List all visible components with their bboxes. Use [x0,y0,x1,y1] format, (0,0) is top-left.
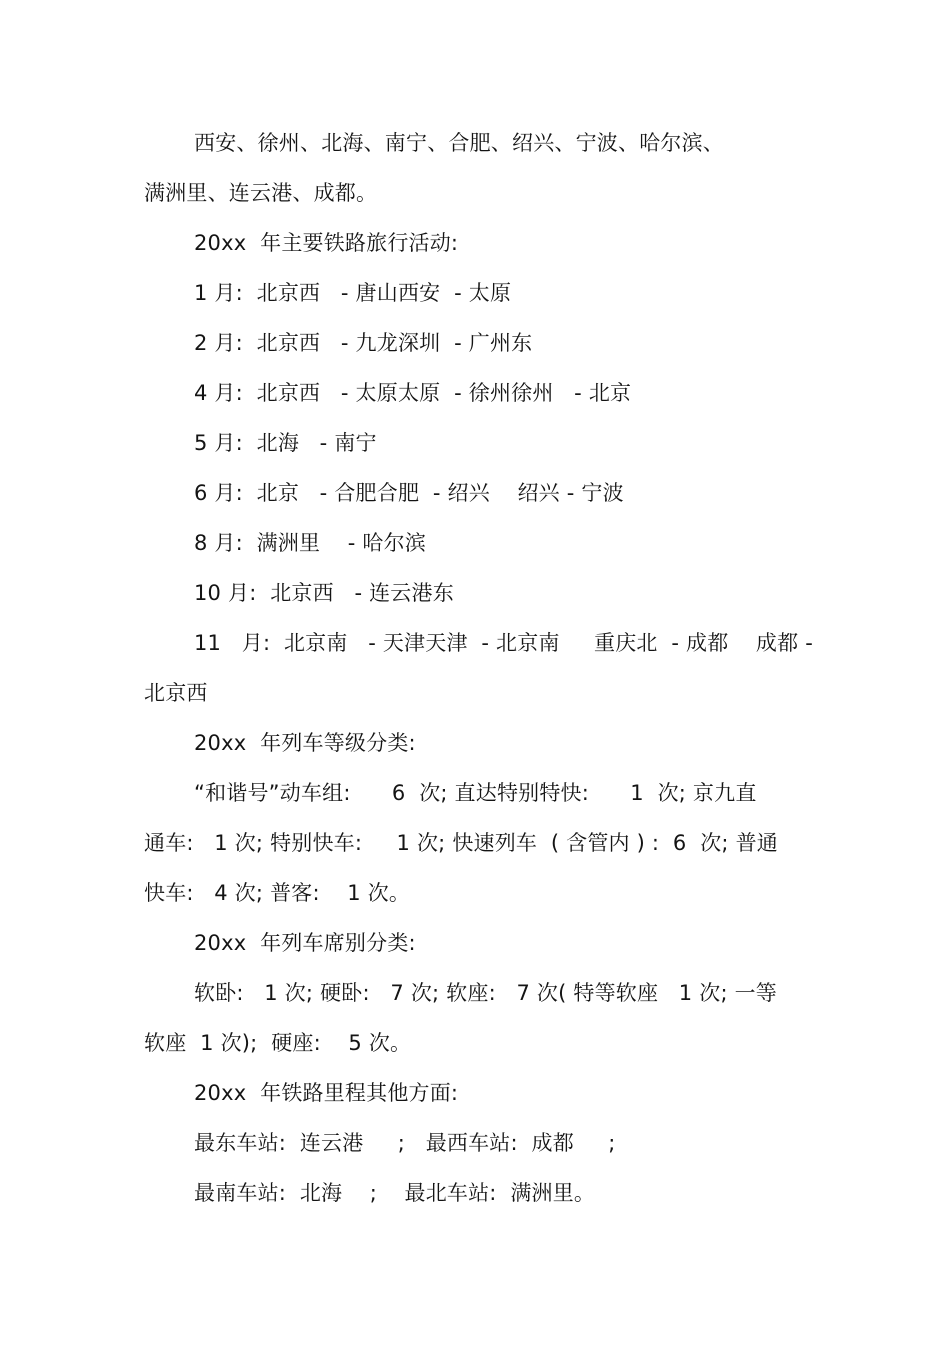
text-line: 8 月: 满洲里 - 哈尔滨 [194,531,427,555]
text-line: 2 月: 北京西 - 九龙深圳 - 广州东 [194,331,533,355]
text-line: 20xx 年列车席别分类: [194,931,416,955]
text-line: 11 月: 北京南 - 天津天津 - 北京南 重庆北 - 成都 成都 - [194,631,813,655]
text-line: 1 月: 北京西 - 唐山西安 - 太原 [194,281,512,305]
text-line: 5 月: 北海 - 南宁 [194,431,377,455]
text-line: 20xx 年铁路里程其他方面: [194,1081,459,1105]
text-line: 软座 1 次); 硬座: 5 次。 [144,1031,412,1055]
text-line: 最南车站: 北海 ; 最北车站: 满洲里。 [194,1181,596,1205]
text-line: 软卧: 1 次; 硬卧: 7 次; 软座: 7 次( 特等软座 1 次; 一等 [194,981,777,1005]
document-body [144,118,813,1218]
text-line: 20xx 年主要铁路旅行活动: [194,231,459,255]
text-line: 快车: 4 次; 普客: 1 次。 [144,881,411,905]
text-line: 满洲里、连云港、成都。 [144,181,378,205]
text-line: 西安、徐州、北海、南宁、合肥、绍兴、宁波、哈尔滨、 [194,131,724,155]
text-line: 最东车站: 连云港 ; 最西车站: 成都 ; [194,1131,616,1155]
text-line: “和谐号”动车组: 6 次; 直达特别特快: 1 次; 京九直 [194,781,757,805]
text-line: 4 月: 北京西 - 太原太原 - 徐州徐州 - 北京 [194,381,632,405]
text-line: 北京西 [144,681,208,705]
text-line: 10 月: 北京西 - 连云港东 [194,581,454,605]
text-line: 6 月: 北京 - 合肥合肥 - 绍兴 绍兴 - 宁波 [194,481,624,505]
text-line: 通车: 1 次; 特别快车: 1 次; 快速列车 ( 含管内 ) : 6 次; 普通 [144,831,778,855]
text-line: 20xx 年列车等级分类: [194,731,416,755]
